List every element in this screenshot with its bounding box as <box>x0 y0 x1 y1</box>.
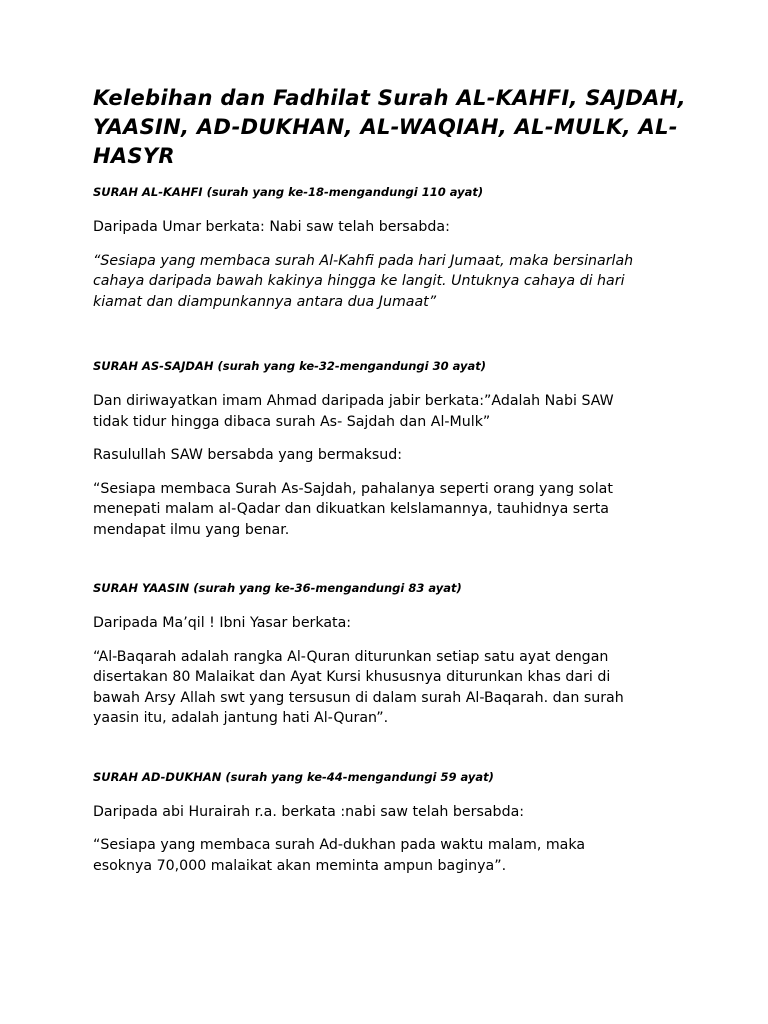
quote-line: “Al-Baqarah adalah rangka Al-Quran diturunkan setiap satu ayat dengan <box>93 648 609 665</box>
document-page <box>93 84 693 876</box>
quote-line: “Sesiapa membaca Surah As-Sajdah, pahalanya seperti orang yang solat <box>93 480 613 497</box>
quote-line: mendapat ilmu yang benar. <box>93 521 290 538</box>
narration-line: Dan diriwayatkan imam Ahmad daripada jabir berkata:”Adalah Nabi SAW <box>93 393 614 409</box>
heading-surah-detail: (surah yang ke-18-mengandungi 110 ayat) <box>202 185 484 199</box>
quote-line: kiamat dan diampunkannya antara dua Jumaat” <box>93 293 437 310</box>
quote-line: menepati malam al-Qadar dan dikuatkan kelslamannya, tauhidnya serta <box>93 501 609 517</box>
heading-surah-detail: (surah yang ke-32-mengandungi 30 ayat) <box>213 359 487 373</box>
heading-surah-name: SURAH AL-KAHFI <box>93 185 203 199</box>
section-heading-yaasin <box>93 580 693 596</box>
heading-surah-name: SURAH AD-DUKHAN <box>93 769 222 784</box>
quote-yaasin <box>93 647 693 729</box>
quote-as-sajdah <box>93 479 693 541</box>
narration-ad-dukhan: Daripada abi Hurairah r.a. berkata :nabi saw telah bersabda: <box>93 803 525 820</box>
quote-line: disertakan 80 Malaikat dan Ayat Kursi khususnya diturunkan khas dari di <box>93 669 611 685</box>
heading-surah-detail: (surah yang ke-44-mengandungi 59 ayat) <box>221 769 494 784</box>
quote-line: esoknya 70,000 malaikat akan meminta ampun baginya”. <box>93 857 507 874</box>
narration-as-sajdah <box>93 391 693 432</box>
heading-surah-detail: (surah yang ke-36-mengandungi 83 ayat) <box>189 581 462 595</box>
quote-line: “Sesiapa yang membaca surah Al-Kahfi pada hari Jumaat, maka bersinarlah <box>93 252 634 269</box>
section-heading-as-sajdah <box>93 358 693 374</box>
title-line: Kelebihan dan Fadhilat Surah AL-KAHFI, SAJDAH, <box>93 86 686 110</box>
narration-al-kahfi: Daripada Umar berkata: Nabi saw telah bersabda: <box>93 219 450 235</box>
narration2-as-sajdah: Rasulullah SAW bersabda yang bermaksud: <box>93 447 403 463</box>
document-title <box>93 84 693 171</box>
narration-line: tidak tidur hingga dibaca surah As- Sajdah dan Al-Mulk” <box>93 413 491 430</box>
quote-line: cahaya daripada bawah kakinya hingga ke langit. Untuknya cahaya di hari <box>93 273 625 289</box>
quote-line: “Sesiapa yang membaca surah Ad-dukhan pada waktu malam, maka <box>93 837 586 853</box>
section-heading-ad-dukhan <box>93 769 693 785</box>
quote-line: bawah Arsy Allah swt yang tersusun di dalam surah Al-Baqarah. dan surah <box>93 689 624 706</box>
quote-line: yaasin itu, adalah jantung hati Al-Quran”. <box>93 710 389 726</box>
quote-ad-dukhan <box>93 835 693 876</box>
heading-surah-name: SURAH YAASIN <box>93 581 190 595</box>
title-line: YAASIN, AD-DUKHAN, AL-WAQIAH, AL-MULK, AL- <box>93 115 678 139</box>
section-heading-al-kahfi <box>93 184 693 200</box>
quote-al-kahfi <box>93 251 693 313</box>
heading-surah-name: SURAH AS-SAJDAH <box>93 359 214 373</box>
narration-yaasin: Daripada Ma’qil ! Ibni Yasar berkata: <box>93 615 352 631</box>
title-line: HASYR <box>93 144 175 168</box>
